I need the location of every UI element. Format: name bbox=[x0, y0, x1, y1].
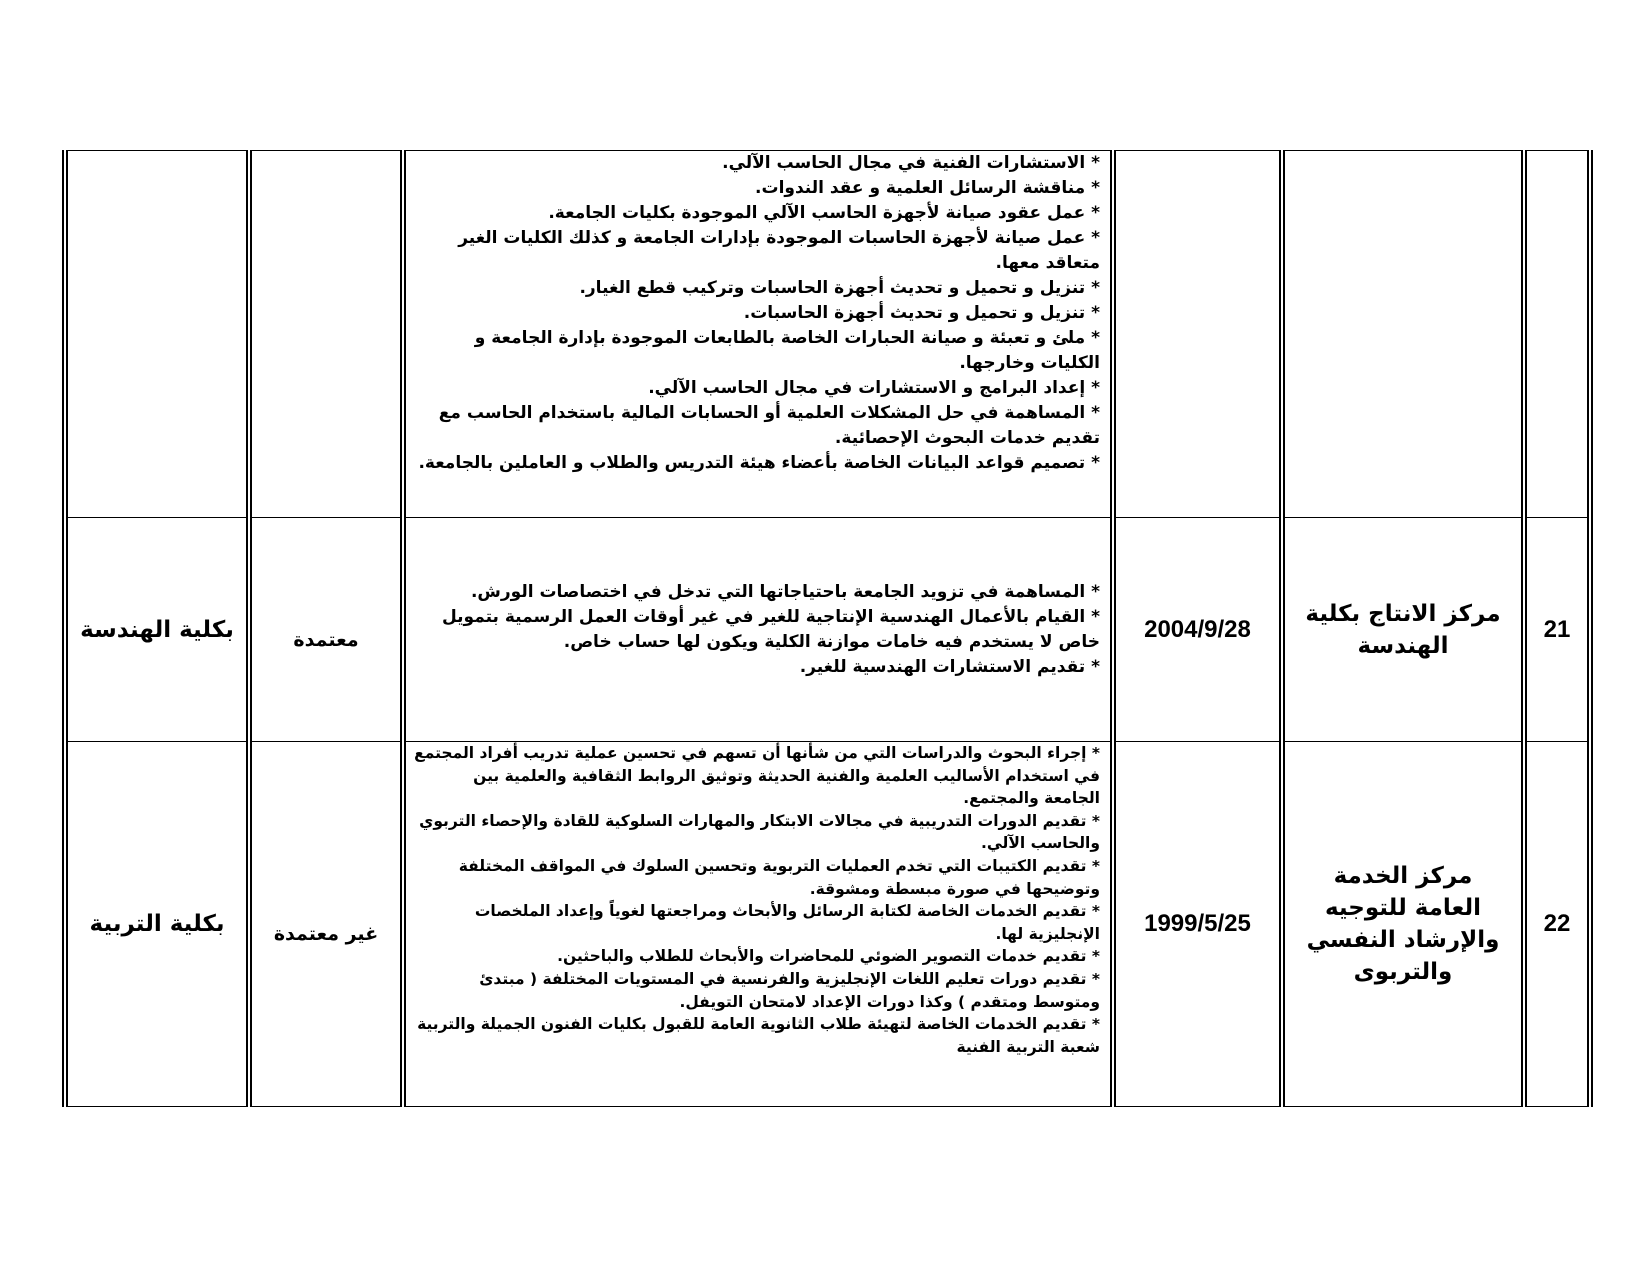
goal-item: * تقديم الدورات التدريبية في مجالات الابتكار والمهارات السلوكية للقادة والإحصاء التربوي والحاسب الآلي. bbox=[419, 811, 1100, 853]
goal-item: * الاستشارات الفنية في مجال الحاسب الآلي. bbox=[722, 153, 1100, 173]
status-cell: غير معتمدة bbox=[249, 742, 403, 1107]
goal-item: * تقديم الكتيبات التي تخدم العمليات التربوية وتحسين السلوك في المواقف المختلفة وتوضيحها في صورة مبسطة ومشوقة. bbox=[458, 856, 1100, 898]
goal-item: * ملئ و تعبئة و صيانة الحبارات الخاصة بالطابعات الموجودة بإدارة الجامعة و الكليات وخارجها. bbox=[474, 328, 1100, 373]
date-cell: 1999/5/25 bbox=[1113, 742, 1282, 1107]
table-row bbox=[65, 518, 1590, 742]
goal-item: * عمل صيانة لأجهزة الحاسبات الموجودة بإدارات الجامعة و كذلك الكليات الغير متعاقد معها. bbox=[458, 228, 1100, 273]
faculty-cell: بكلية التربية bbox=[65, 742, 249, 1107]
goal-item: * تنزيل و تحميل و تحديث أجهزة الحاسبات. bbox=[743, 303, 1100, 323]
status-cell: معتمدة bbox=[249, 518, 403, 742]
goal-item: * إجراء البحوث والدراسات التي من شأنها أن تسهم في تحسين عملية تدريب أفراد المجتمع في استخدام الأساليب العلمية والفنية الحديثة وتوثيق الروابط الثقافية والعلمية بين الجامعة والمجتمع. bbox=[414, 744, 1100, 808]
date-cell: 2004/9/28 bbox=[1113, 518, 1282, 742]
goals-cell bbox=[403, 151, 1113, 518]
goal-item: * إعداد البرامج و الاستشارات في مجال الحاسب الآلي. bbox=[648, 378, 1100, 398]
goal-item: * المساهمة في تزويد الجامعة باحتياجاتها التي تدخل في اختصاصات الورش. bbox=[470, 581, 1100, 602]
goals-cell bbox=[403, 742, 1113, 1107]
goal-item: * القيام بالأعمال الهندسية الإنتاجية للغير في غير أوقات العمل الرسمية بتمويل خاص لا يستخدم فيه خامات موازنة الكلية ويكون لها حساب خاص. bbox=[442, 606, 1100, 652]
center-name-cell: مركز الخدمة العامة للتوجيه والإرشاد النفسي والتربوى bbox=[1282, 742, 1524, 1107]
goal-item: * تقديم دورات تعليم اللغات الإنجليزية والفرنسية في المستويات المختلفة ( مبتدئ ومتوسط ومتقدم ) وكذا دورات الإعداد لامتحان التويفل. bbox=[479, 969, 1100, 1011]
row-number-cell: 22 bbox=[1524, 742, 1590, 1107]
date-cell bbox=[1113, 151, 1282, 518]
status-cell bbox=[249, 151, 403, 518]
table-row bbox=[65, 742, 1590, 1107]
faculty-cell: بكلية الهندسة bbox=[65, 518, 249, 742]
goal-item: * تقديم خدمات التصوير الضوئي للمحاضرات والأبحاث للطلاب والباحثين. bbox=[557, 947, 1100, 966]
faculty-cell bbox=[65, 151, 249, 518]
goal-item: * تقديم الخدمات الخاصة لتهيئة طلاب الثانوية العامة للقبول بكليات الفنون الجميلة والتربية شعبة التربية الفنية bbox=[417, 1015, 1100, 1056]
row-number-cell bbox=[1524, 151, 1590, 518]
goal-item: * تصميم قواعد البيانات الخاصة بأعضاء هيئة التدريس والطلاب و العاملين بالجامعة. bbox=[418, 453, 1100, 473]
goal-item: * تقديم الاستشارات الهندسية للغير. bbox=[799, 656, 1100, 677]
center-name-cell: مركز الانتاج بكلية الهندسة bbox=[1282, 518, 1524, 742]
goals-cell bbox=[403, 518, 1113, 742]
row-number-cell: 21 bbox=[1524, 518, 1590, 742]
goal-item: * المساهمة في حل المشكلات العلمية أو الحسابات المالية باستخدام الحاسب مع تقديم خدمات البحوث الإحصائية. bbox=[438, 403, 1100, 448]
goal-item: * تقديم الخدمات الخاصة لكتابة الرسائل والأبحاث ومراجعتها لغوياً وإعداد الملخصات الإنجليزية لها. bbox=[474, 902, 1100, 943]
goal-item: * مناقشة الرسائل العلمية و عقد الندوات. bbox=[755, 178, 1100, 198]
goal-item: * عمل عقود صيانة لأجهزة الحاسب الآلي الموجودة بكليات الجامعة. bbox=[548, 203, 1100, 223]
center-name-cell bbox=[1282, 151, 1524, 518]
goal-item: * تنزيل و تحميل و تحديث أجهزة الحاسبات وتركيب قطع الغيار. bbox=[579, 278, 1100, 298]
table-row bbox=[65, 151, 1590, 518]
centers-table bbox=[62, 150, 1593, 1107]
